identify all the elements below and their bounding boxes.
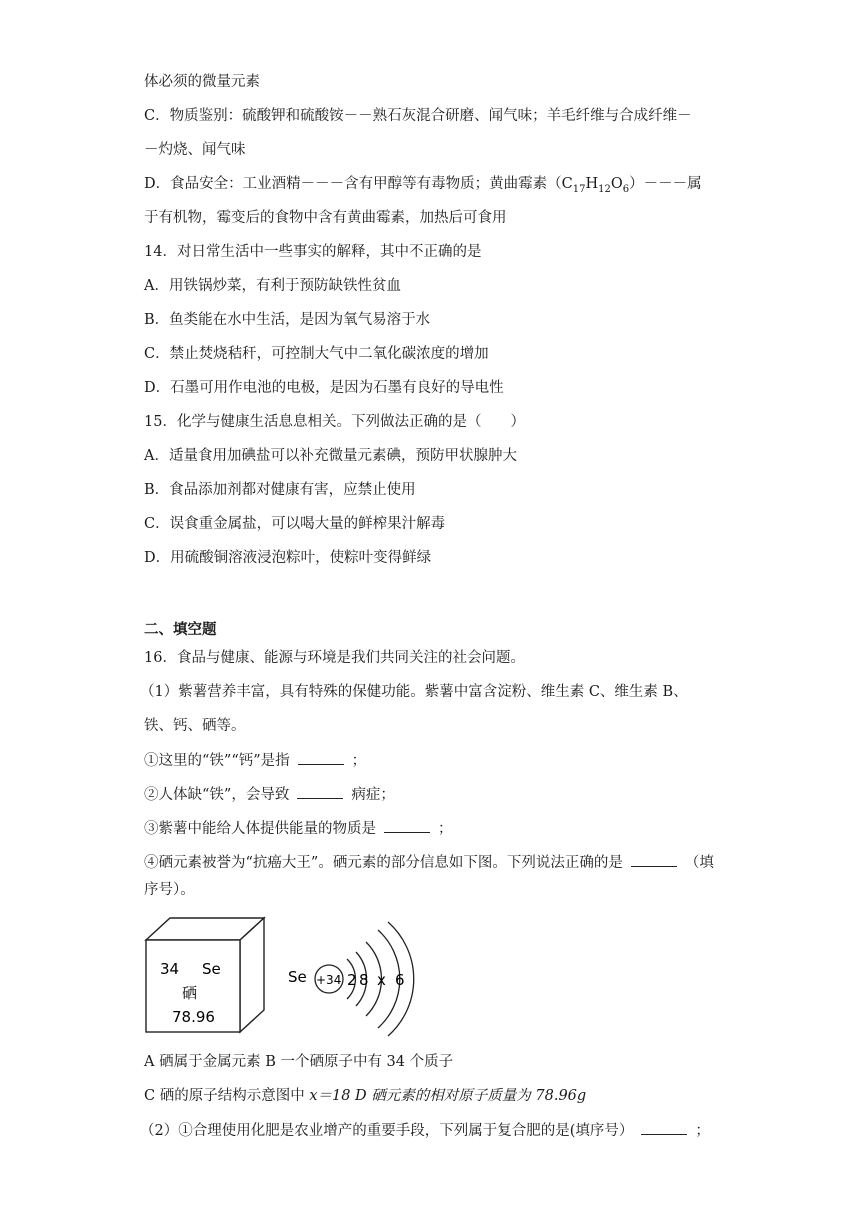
answer-blank[interactable]: [384, 818, 430, 833]
shell-count: 8: [359, 971, 369, 989]
option-d: D．用硫酸铜溶液浸泡粽叶，使粽叶变得鲜绿: [144, 550, 432, 566]
answer-blank[interactable]: [298, 750, 344, 765]
shell-count: 2: [347, 971, 357, 989]
text-line: 序号）。: [144, 882, 195, 898]
sub-question: ③紫薯中能给人体提供能量的物质是 ；: [144, 818, 453, 839]
text-line: （1）紫薯营养丰富，具有特殊的保健功能。紫薯中富含淀粉、维生素 C、维生素 B、: [140, 684, 688, 700]
options-cd: C 硒的原子结构示意图中 x＝18 D 硒元素的相对原子质量为 78.96g: [144, 1088, 587, 1104]
section-title: 二、填空题: [144, 621, 217, 638]
sub-question: ④硒元素被誉为“抗癌大王”。硒元素的部分信息如下图。下列说法正确的是 （填: [144, 852, 714, 873]
selenium-figure: [144, 912, 424, 1038]
text-line: 于有机物，霉变后的食物中含有黄曲霉素，加热后可食用: [144, 210, 507, 226]
option-a: A．适量食用加碘盐可以补充微量元素碘，预防甲状腺肿大: [144, 448, 517, 464]
diagram-symbol: Se: [288, 968, 307, 986]
answer-blank[interactable]: [631, 852, 677, 867]
option-b: B．鱼类能在水中生活，是因为氧气易溶于水: [144, 312, 431, 328]
text-line: 体必须的微量元素: [144, 74, 260, 90]
option-a: A．用铁锅炒菜，有利于预防缺铁性贫血: [144, 278, 401, 294]
question-16: 16．食品与健康、能源与环境是我们共同关注的社会问题。: [144, 650, 525, 666]
element-symbol: Se: [202, 960, 221, 978]
sub-question: （2）①合理使用化肥是农业增产的重要手段，下列属于复合肥的是(填序号） ；: [140, 1120, 710, 1141]
shell-count: x: [377, 971, 386, 989]
option-b: B．食品添加剂都对健康有害，应禁止使用: [144, 482, 416, 498]
atomic-mass: 78.96: [172, 1008, 215, 1026]
options-ab: A 硒属于金属元素 B 一个硒原子中有 34 个质子: [144, 1054, 454, 1070]
text-line: D．食品安全：工业酒精－－－含有甲醇等有毒物质；黄曲霉素$(C_{17}H_{12}O_6)---$属: [144, 176, 702, 195]
question-14: 14．对日常生活中一些事实的解释，其中不正确的是: [144, 244, 482, 260]
option-d: D．石墨可用作电池的电极，是因为石墨有良好的导电性: [144, 380, 504, 396]
answer-blank[interactable]: [641, 1120, 687, 1135]
sub-question: ②人体缺“铁”，会导致 病症；: [144, 784, 395, 805]
nucleus-charge: +34: [316, 973, 342, 987]
text-line: －灼烧、闻气味: [144, 142, 246, 158]
answer-blank[interactable]: [297, 784, 343, 799]
shell-count: 6: [395, 971, 405, 989]
text-line: 铁、钙、硒等。: [144, 718, 246, 734]
atomic-number: 34: [160, 960, 180, 978]
text-line: C．物质鉴别：硫酸钾和硫酸铵－－熟石灰混合研磨、闻气味；羊毛纤维与合成纤维－: [144, 108, 692, 124]
option-c: C．禁止焚烧秸秆，可控制大气中二氧化碳浓度的增加: [144, 346, 489, 362]
element-name: 硒: [182, 984, 198, 1002]
option-c: C．误食重金属盐，可以喝大量的鲜榨果汁解毒: [144, 516, 446, 532]
question-15: 15．化学与健康生活息息相关。下列做法正确的是（ ）: [144, 414, 525, 430]
sub-question: ①这里的“铁”“钙”是指 ；: [144, 750, 366, 771]
